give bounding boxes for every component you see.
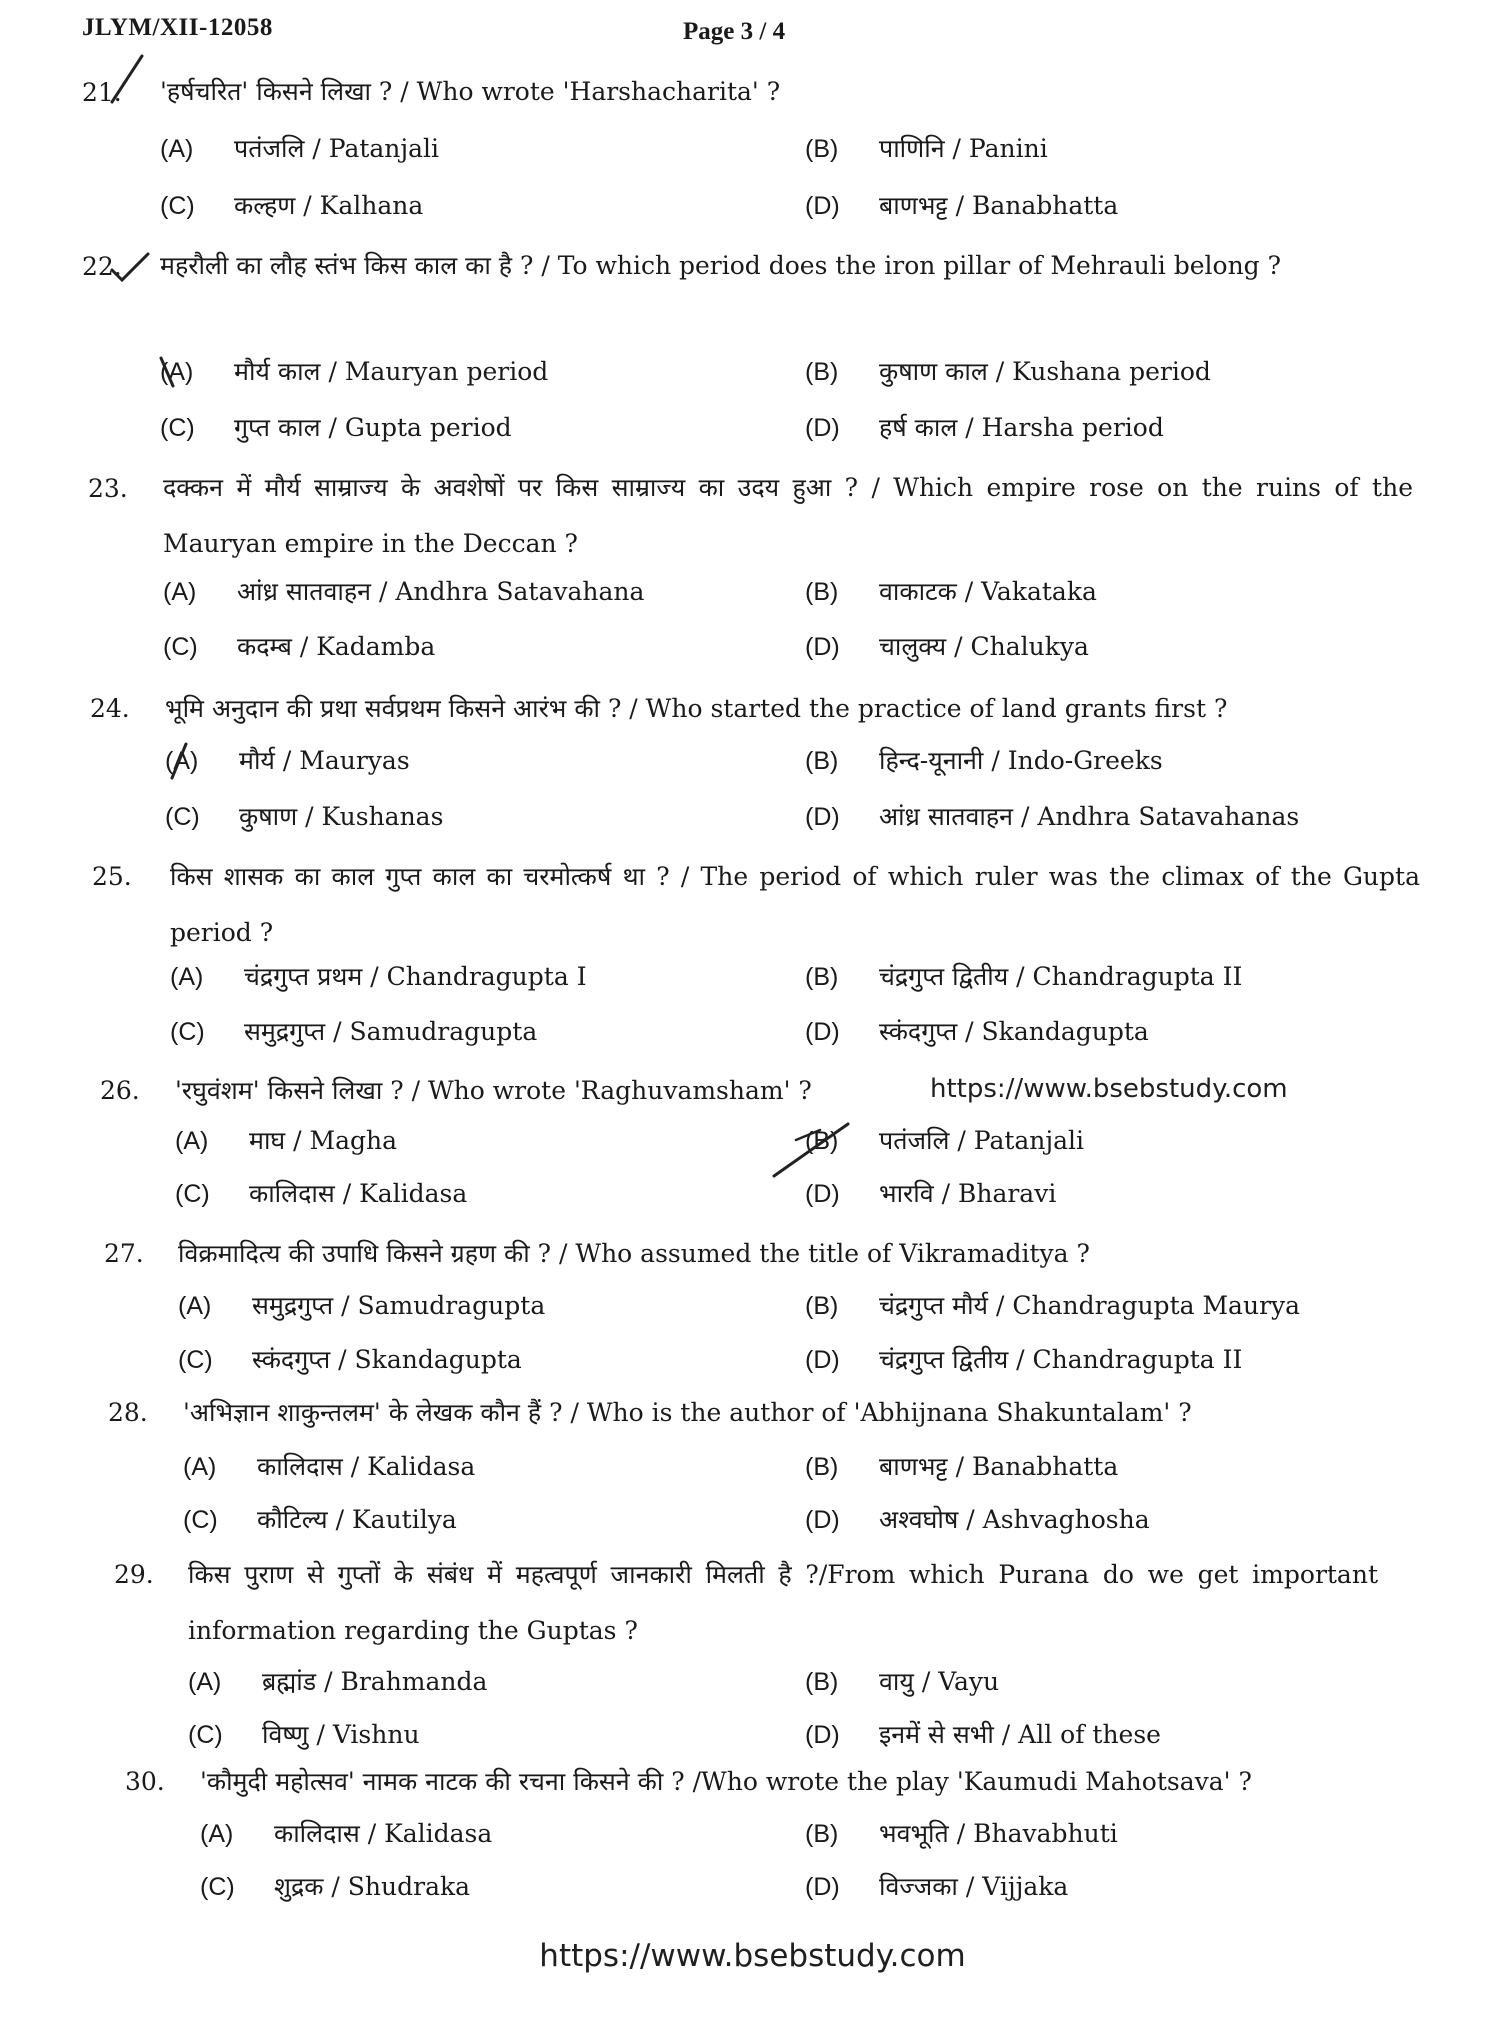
option-d [805,189,1118,223]
option-text: वायु / Vayu [879,1667,1000,1696]
option-text: कालिदास / Kalidasa [249,1179,468,1208]
option-text: कदम्ब / Kadamba [237,632,436,661]
option-text: भारवि / Bharavi [879,1179,1057,1208]
question-text: 'हर्षचरित' किसने लिखा ? / Who wrote 'Harshacharita' ? [160,77,781,106]
option-text: स्कंदगुप्त / Skandagupta [252,1345,522,1374]
option-text: कुषाण काल / Kushana period [879,357,1211,386]
option-text: चालुक्य / Chalukya [879,632,1089,661]
option-label: (A) [170,963,204,991]
option-c [183,1503,457,1537]
option-label: (B) [805,358,839,386]
option-text: हर्ष काल / Harsha period [879,413,1164,442]
watermark-url-footer: https://www.bsebstudy.com [539,1938,966,1974]
option-label: (C) [188,1721,223,1749]
option-text: कालिदास / Kalidasa [257,1452,476,1481]
option-label: (A) [183,1453,217,1481]
option-text: कुषाण / Kushanas [239,802,444,831]
question-number: 21. [82,78,122,107]
option-c [163,630,435,664]
option-label: (D) [805,803,840,831]
option-b [805,132,1048,166]
option-label: (A) [160,358,194,386]
option-b [805,355,1211,389]
option-label: (B) [805,747,839,775]
option-label: (C) [200,1873,235,1901]
option-text: मौर्य / Mauryas [239,746,410,775]
option-text: शुद्रक / Shudraka [274,1872,471,1901]
question-text: 'कौमुदी महोत्सव' नामक नाटक की रचना किसने की ? /Who wrote the play 'Kaumudi Mahotsava' ? [200,1767,1252,1796]
question-number: 27. [104,1239,144,1268]
page-number: Page 3 / 4 [683,18,786,45]
option-d [805,1177,1056,1211]
option-c [160,189,423,223]
option-b [805,1289,1300,1323]
question-number: 29. [114,1560,154,1589]
option-a [188,1665,487,1699]
option-label: (B) [805,578,839,606]
option-text: आंध्र सातवाहन / Andhra Satavahanas [879,802,1300,831]
option-label: (C) [165,803,200,831]
option-d [805,800,1299,834]
option-label: (B) [805,1820,839,1848]
option-a [160,132,439,166]
option-label: (D) [805,192,840,220]
question-text: दक्कन में मौर्य साम्राज्य के अवशेषों पर किस साम्राज्य का उदय हुआ ? / Which empire rose on the ruins of the Mauryan empire in the Deccan ? [163,473,1413,558]
option-label: (A) [163,578,197,606]
option-label: (B) [805,963,839,991]
option-text: पाणिनि / Panini [879,134,1048,163]
option-label: (C) [178,1346,213,1374]
option-b [805,1450,1118,1484]
option-b [805,744,1163,778]
option-d [805,1015,1149,1049]
option-a [200,1817,492,1851]
option-label: (D) [805,1180,840,1208]
option-label: (C) [170,1018,205,1046]
option-text: गुप्त काल / Gupta period [234,413,512,442]
question-number: 24. [90,694,130,723]
option-label: (A) [160,135,194,163]
option-text: विज्जका / Vijjaka [879,1872,1069,1901]
option-c [178,1343,522,1377]
option-label: (B) [805,1668,839,1696]
option-label: (D) [805,1721,840,1749]
option-d [805,1718,1161,1752]
option-label: (D) [805,1873,840,1901]
option-a [178,1289,545,1323]
option-text: मौर्य काल / Mauryan period [234,357,549,386]
option-text: चंद्रगुप्त प्रथम / Chandragupta I [244,962,587,991]
question-number: 25. [92,862,132,891]
option-text: भवभूति / Bhavabhuti [879,1819,1118,1848]
option-text: वाकाटक / Vakataka [879,577,1097,606]
option-text: बाणभट्ट / Banabhatta [879,1452,1119,1481]
option-c [170,1015,537,1049]
option-text: इनमें से सभी / All of these [879,1720,1161,1749]
option-text: पतंजलि / Patanjali [234,134,440,163]
option-b [805,1817,1118,1851]
option-text: हिन्द-यूनानी / Indo-Greeks [879,746,1163,775]
question-text: 'अभिज्ञान शाकुन्तलम' के लेखक कौन हैं ? / Who is the author of 'Abhijnana Shakuntalam' ? [183,1398,1192,1427]
option-a [160,355,548,389]
option-label: (C) [160,414,195,442]
question-text: किस शासक का काल गुप्त काल का चरमोत्कर्ष था ? / The period of which ruler was the climax of the Gupta period ? [170,862,1420,947]
option-d [805,1343,1242,1377]
option-text: समुद्रगुप्त / Samudragupta [244,1017,538,1046]
option-label: (A) [200,1820,234,1848]
option-a [163,575,644,609]
option-d [805,1503,1150,1537]
option-text: अश्वघोष / Ashvaghosha [879,1505,1150,1534]
option-b [805,960,1242,994]
option-label: (B) [805,135,839,163]
option-text: पतंजलि / Patanjali [879,1126,1085,1155]
option-label: (D) [805,1506,840,1534]
option-label: (C) [183,1506,218,1534]
option-label: (C) [175,1180,210,1208]
option-text: चंद्रगुप्त द्वितीय / Chandragupta II [879,1345,1243,1374]
option-text: समुद्रगुप्त / Samudragupta [252,1291,546,1320]
option-a [170,960,587,994]
question-number: 23. [88,474,128,503]
option-label: (A) [188,1668,222,1696]
question-text: किस पुराण से गुप्तों के संबंध में महत्वपूर्ण जानकारी मिलती है ?/From which Purana do we get important information regarding the Guptas ? [188,1560,1378,1645]
option-c [188,1718,420,1752]
question-text: 'रघुवंशम' किसने लिखा ? / Who wrote 'Raghuvamsham' ? [175,1076,812,1105]
option-label: (D) [805,1018,840,1046]
option-c [175,1177,467,1211]
option-label: (D) [805,414,840,442]
question-number: 26. [100,1076,140,1105]
option-d [805,630,1089,664]
option-text: कौटिल्य / Kautilya [257,1505,457,1534]
option-label: (C) [163,633,198,661]
option-label: (B) [805,1292,839,1320]
question-text: भूमि अनुदान की प्रथा सर्वप्रथम किसने आरंभ की ? / Who started the practice of land grants first ? [165,694,1228,723]
question-number: 28. [108,1398,148,1427]
option-c [165,800,443,834]
question-text: महरौली का लौह स्तंभ किस काल का है ? / To which period does the iron pillar of Mehrauli belong ? [160,251,1282,280]
option-text: कालिदास / Kalidasa [274,1819,493,1848]
question-text: विक्रमादित्य की उपाधि किसने ग्रहण की ? / Who assumed the title of Vikramaditya ? [178,1239,1090,1268]
option-text: चंद्रगुप्त द्वितीय / Chandragupta II [879,962,1243,991]
option-label: (C) [160,192,195,220]
option-label: (A) [178,1292,212,1320]
option-b [805,575,1097,609]
question-number: 22. [82,252,122,281]
option-a [183,1450,475,1484]
option-d [805,1870,1068,1904]
option-a [175,1124,397,1158]
option-text: माघ / Magha [249,1126,398,1155]
option-c [160,411,512,445]
option-text: स्कंदगुप्त / Skandagupta [879,1017,1149,1046]
paper-code: JLYM/XII-12058 [82,14,273,41]
option-label: (A) [165,747,199,775]
option-d [805,411,1164,445]
option-label: (B) [805,1127,839,1155]
option-text: कल्हण / Kalhana [234,191,424,220]
option-label: (D) [805,633,840,661]
option-b [805,1665,999,1699]
option-text: चंद्रगुप्त मौर्य / Chandragupta Maurya [879,1291,1301,1320]
option-c [200,1870,470,1904]
option-text: ब्रह्मांड / Brahmanda [262,1667,488,1696]
option-b [805,1124,1084,1158]
option-text: बाणभट्ट / Banabhatta [879,191,1119,220]
watermark-url-inline: https://www.bsebstudy.com [930,1074,1288,1104]
question-number: 30. [125,1767,165,1796]
option-label: (A) [175,1127,209,1155]
option-label: (D) [805,1346,840,1374]
option-text: विष्णु / Vishnu [262,1720,420,1749]
option-a [165,744,410,778]
option-label: (B) [805,1453,839,1481]
option-text: आंध्र सातवाहन / Andhra Satavahana [237,577,645,606]
